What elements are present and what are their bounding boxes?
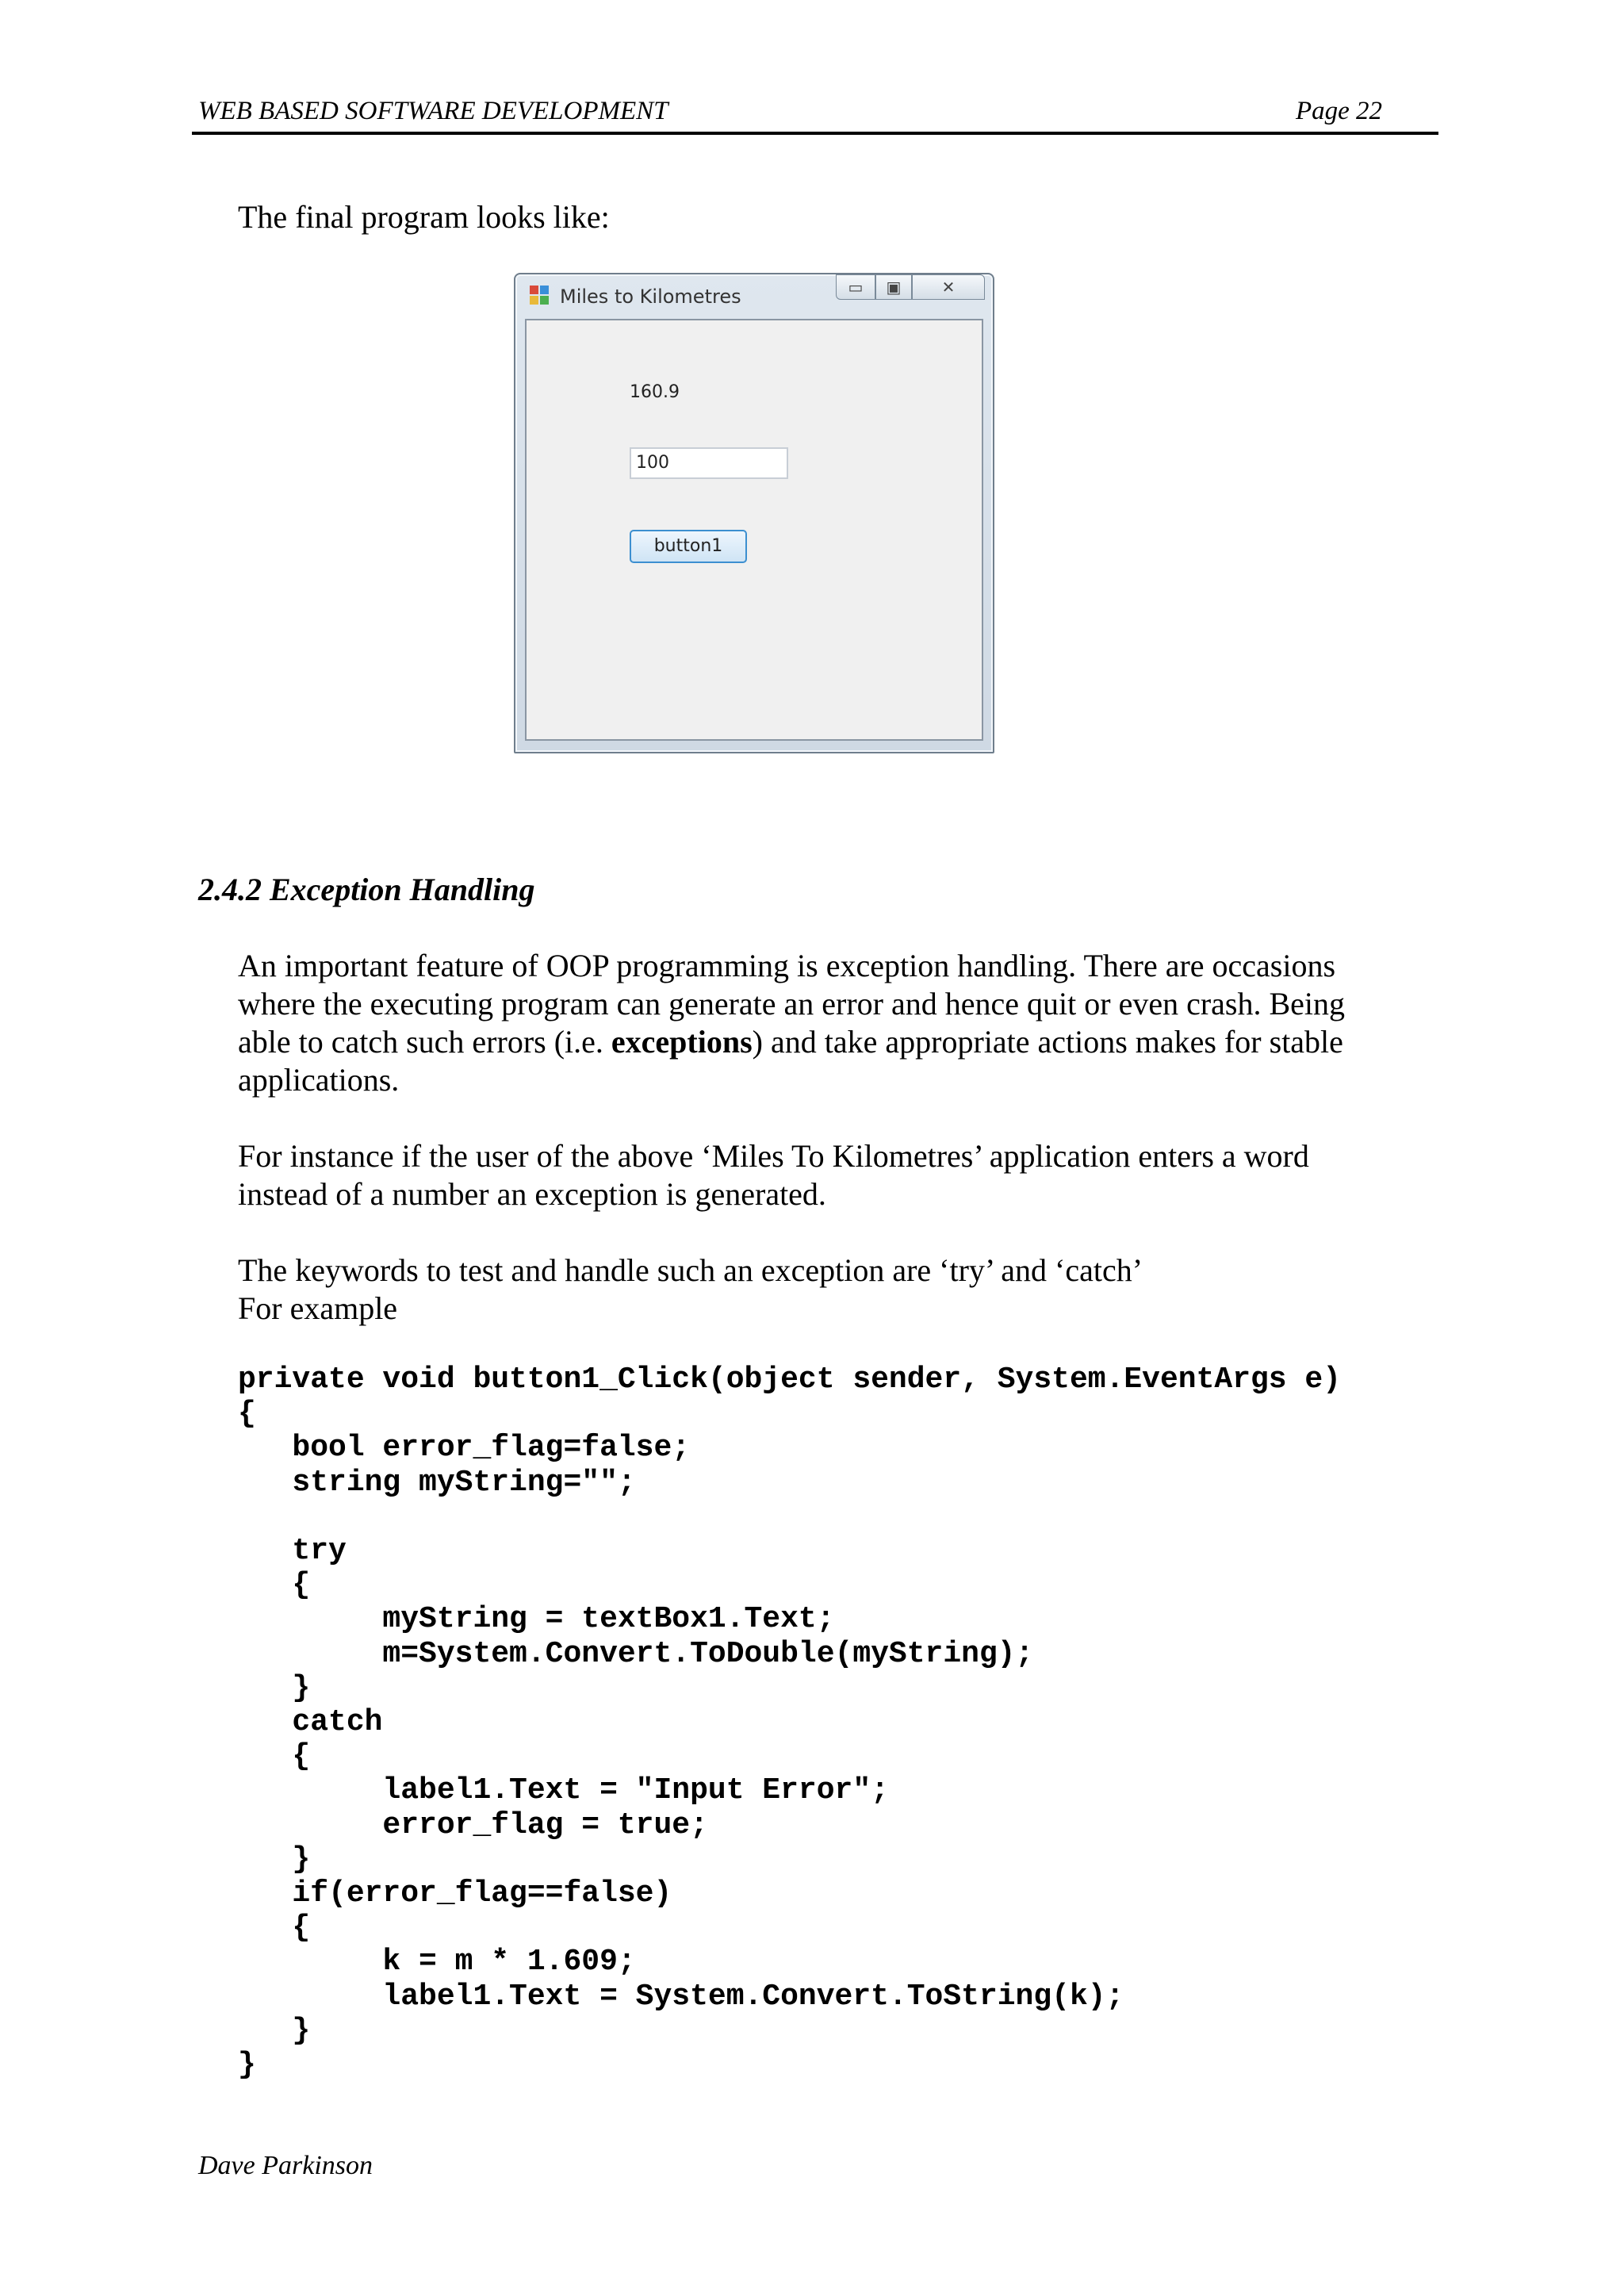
code-listing: private void button1_Click(object sender, System.EventArgs e) { bool error_flag=false; string myString=""; try { myString = textBox1.Text; m=System.Convert.ToDouble(myString); } catch { label1.Text = "Input Error"; error_flag = true; } if(error_flag==false) { k = m * 1.609; label1.Text = System.Convert.ToString(k); } } bbox=[238, 1363, 1342, 2083]
keywords-paragraph bbox=[238, 1251, 1143, 1328]
maximize-icon[interactable]: ▣ bbox=[875, 274, 912, 300]
intro-paragraph: The final program looks like: bbox=[238, 199, 610, 235]
program-window-screenshot bbox=[514, 273, 994, 753]
convert-button[interactable]: button1 bbox=[630, 530, 747, 563]
window-client-area bbox=[525, 319, 983, 741]
page-number: Page 22 bbox=[1296, 97, 1383, 125]
page-header bbox=[192, 94, 1438, 135]
example-line: For example bbox=[238, 1290, 398, 1326]
close-icon[interactable]: ✕ bbox=[912, 274, 985, 300]
instance-paragraph: For instance if the user of the above ‘Miles To Kilometres’ application enters a word instead of a number an exception is generated. bbox=[238, 1138, 1309, 1212]
section-heading: 2.4.2 Exception Handling bbox=[198, 872, 535, 907]
exception-text-b: ) and take appropriate actions makes for stable applications. bbox=[238, 1024, 1343, 1098]
page-footer-author: Dave Parkinson bbox=[198, 2151, 373, 2180]
app-icon bbox=[530, 286, 550, 306]
document-title: WEB BASED SOFTWARE DEVELOPMENT bbox=[198, 97, 668, 125]
exception-paragraph bbox=[238, 947, 1396, 1099]
window-controls bbox=[836, 274, 985, 301]
exception-text-a: An important feature of OOP programming is exception handling. There are occasions where the executing program can generate an error and hence quit or even crash. Being able to catch such errors (i.e. bbox=[238, 948, 1346, 1060]
miles-input[interactable]: 100 bbox=[630, 447, 788, 479]
window-title: Miles to Kilometres bbox=[560, 286, 741, 308]
result-label: 160.9 bbox=[630, 382, 680, 402]
keywords-line: The keywords to test and handle such an exception are ‘try’ and ‘catch’ bbox=[238, 1252, 1143, 1288]
exceptions-term: exceptions bbox=[611, 1024, 753, 1060]
minimize-icon[interactable]: ▭ bbox=[836, 274, 875, 300]
